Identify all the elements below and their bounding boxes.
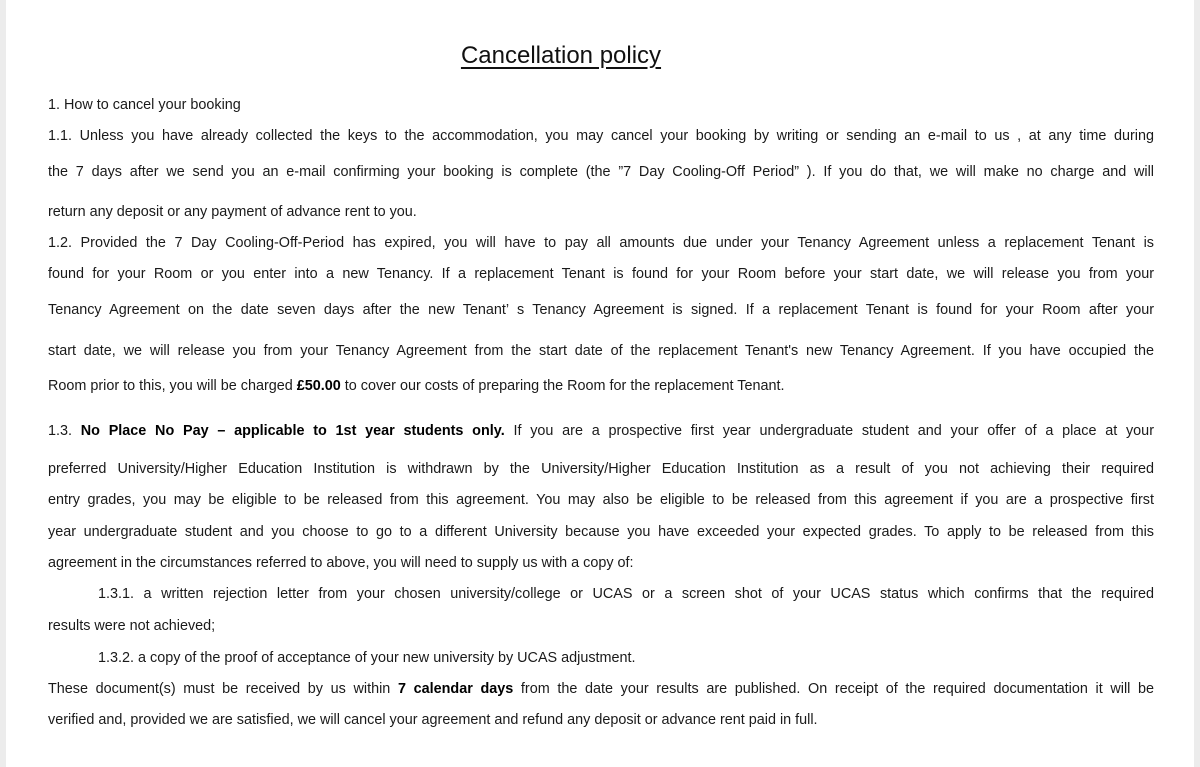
clause-1-2-line-2: found for your Room or you enter into a new Tenancy. If a replacement Tenant is found for your Room before your start date, we will release you from your <box>48 266 1154 282</box>
clause-1-2-line-4: start date, we will release you from your Tenancy Agreement from the start date of the replacement Tenant's new Tenancy Agreement. If you have occupied the <box>48 343 1154 359</box>
charge-amount: £50.00 <box>296 378 341 394</box>
clause-1-3-2-line-1: 1.3.2. a copy of the proof of acceptance of your new university by UCAS adjustment. <box>98 650 636 666</box>
deadline-bold: 7 calendar days <box>397 681 514 697</box>
page-title: Cancellation policy <box>460 42 662 69</box>
clause-1-3-line-5: agreement in the circumstances referred to above, you will need to supply us with a copy of: <box>48 555 634 571</box>
clause-1-2-line-5 <box>48 377 1154 395</box>
no-place-no-pay-heading: No Place No Pay – applicable to 1st year students only. <box>80 423 505 439</box>
text-segment: Room prior to this, you will be charged <box>48 378 297 394</box>
clause-1-1-line-2: the 7 days after we send you an e-mail confirming your booking is complete (the ”7 Day Cooling-Off Period” ). If you do that, we will make no charge and will <box>48 164 1154 180</box>
clause-1-2-line-3: Tenancy Agreement on the date seven days after the new Tenant’ s Tenancy Agreement is signed. If a replacement Tenant is found for your Room after your <box>48 302 1154 318</box>
clause-1-3-line-2: preferred University/Higher Education Institution is withdrawn by the University/Higher Education Institution as a result of you not achieving their required <box>48 461 1154 477</box>
document-page <box>6 0 1194 767</box>
clause-1-1-line-1: 1.1. Unless you have already collected the keys to the accommodation, you may cancel your booking by writing or sending an e-mail to us , at any time during <box>48 128 1154 144</box>
text-segment: These document(s) must be received by us within <box>48 681 398 697</box>
text-segment: If you are a prospective first year undergraduate student and your offer of a place at your <box>504 423 1154 439</box>
clause-1-3-1-line-1: 1.3.1. a written rejection letter from your chosen university/college or UCAS or a screen shot of your UCAS status which confirms that the required <box>98 586 1154 602</box>
clause-1-3-line-1 <box>48 422 1154 440</box>
clause-1-3-1-line-2: results were not achieved; <box>48 618 216 634</box>
clause-1-2-line-1: 1.2. Provided the 7 Day Cooling-Off-Period has expired, you will have to pay all amounts due under your Tenancy Agreement unless a replacement Tenant is <box>48 235 1154 251</box>
text-segment: to cover our costs of preparing the Room for the replacement Tenant. <box>340 378 785 394</box>
section-heading: 1. How to cancel your booking <box>48 97 241 113</box>
clause-number: 1.3. <box>48 423 81 439</box>
text-segment: from the date your results are published. On receipt of the required documentation it will be <box>513 681 1154 697</box>
clause-1-3-line-3: entry grades, you may be eligible to be released from this agreement. You may also be eligible to be released from this agreement if you are a prospective first <box>48 492 1154 508</box>
clause-1-3-line-4: year undergraduate student and you choose to go to a different University because you have exceeded your expected grades. To apply to be released from this <box>48 524 1154 540</box>
clause-1-1-line-3: return any deposit or any payment of advance rent to you. <box>48 204 417 220</box>
closing-line-2: verified and, provided we are satisfied, we will cancel your agreement and refund any deposit or advance rent paid in full. <box>48 712 818 728</box>
closing-line-1 <box>48 680 1154 698</box>
